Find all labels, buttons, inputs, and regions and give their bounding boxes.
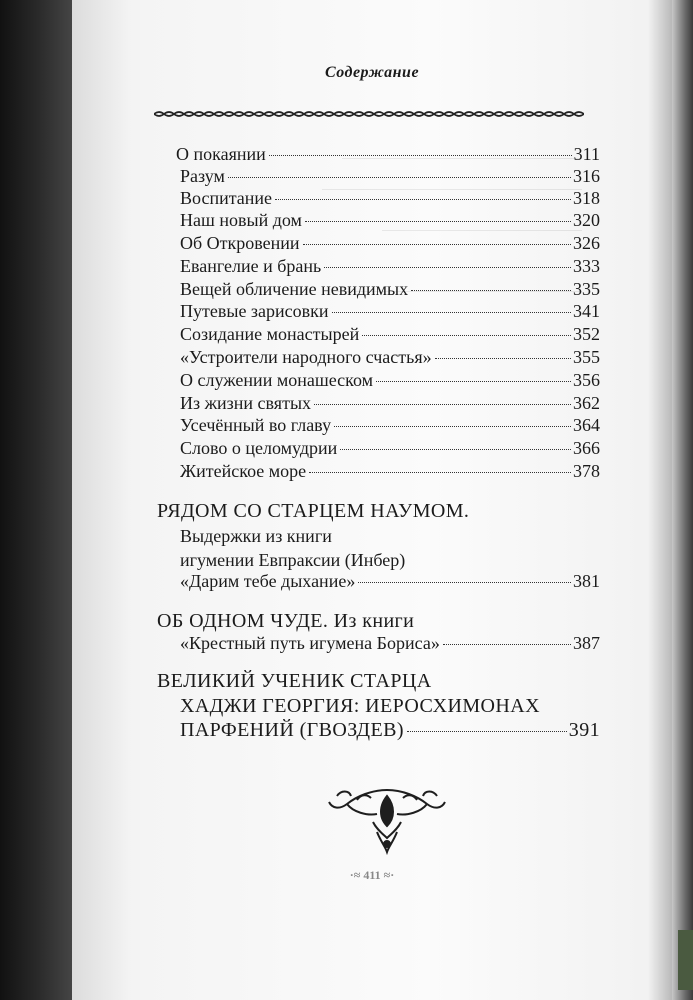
cover-corner xyxy=(678,930,693,990)
section-subline: игумении Евпраксии (Инбер) xyxy=(180,550,406,570)
toc-entry: О покаянии 311 xyxy=(176,144,600,164)
toc-entry: «Дарим тебе дыхание» 381 xyxy=(180,571,600,591)
section-subline: Выдержки из книги xyxy=(180,526,332,546)
toc-entry: Разум 316 xyxy=(180,166,600,186)
toc-entry: Житейское море 378 xyxy=(180,461,600,481)
toc-entry: «Крестный путь игумена Бориса» 387 xyxy=(180,633,600,653)
toc-entry: Наш новый дом 320 xyxy=(180,210,600,230)
toc-entry: Созидание монастырей 352 xyxy=(180,324,600,344)
toc-entry: ПАРФЕНИЙ (ГВОЗДЕВ) 391 xyxy=(180,719,600,741)
section-heading-line: ХАДЖИ ГЕОРГИЯ: ИЕРОСХИМОНАХ xyxy=(180,695,540,717)
toc-entry: Вещей обличение невидимых 335 xyxy=(180,279,600,299)
toc-entry: Путевые зарисовки 341 xyxy=(180,301,600,321)
toc-entry: Об Откровении 326 xyxy=(180,233,600,253)
section-heading-miracle: ОБ ОДНОМ ЧУДЕ. Из книги xyxy=(157,610,415,632)
section-heading-naum: РЯДОМ СО СТАРЦЕМ НАУМОМ. xyxy=(157,500,470,522)
header-rule xyxy=(154,110,584,118)
page-number: ·≈ 411 ≈· xyxy=(349,868,395,882)
toc-entry: Из жизни святых 362 xyxy=(180,393,600,413)
section-heading-parfeny: ВЕЛИКИЙ УЧЕНИК СТАРЦА xyxy=(157,670,432,692)
toc-entry: Усечённый во главу 364 xyxy=(180,415,600,435)
page-header: Содержание xyxy=(324,64,420,81)
toc-entry: Евангелие и брань 333 xyxy=(180,256,600,276)
toc-entry: «Устроители народного счастья» 355 xyxy=(180,347,600,367)
floral-ornament-icon xyxy=(327,782,447,857)
toc-entry: Воспитание 318 xyxy=(180,188,600,208)
page-edge xyxy=(672,0,693,1000)
toc-entry: Слово о целомудрии 366 xyxy=(180,438,600,458)
toc-entry: О служении монашеском 356 xyxy=(180,370,600,390)
book-page xyxy=(72,0,672,1000)
